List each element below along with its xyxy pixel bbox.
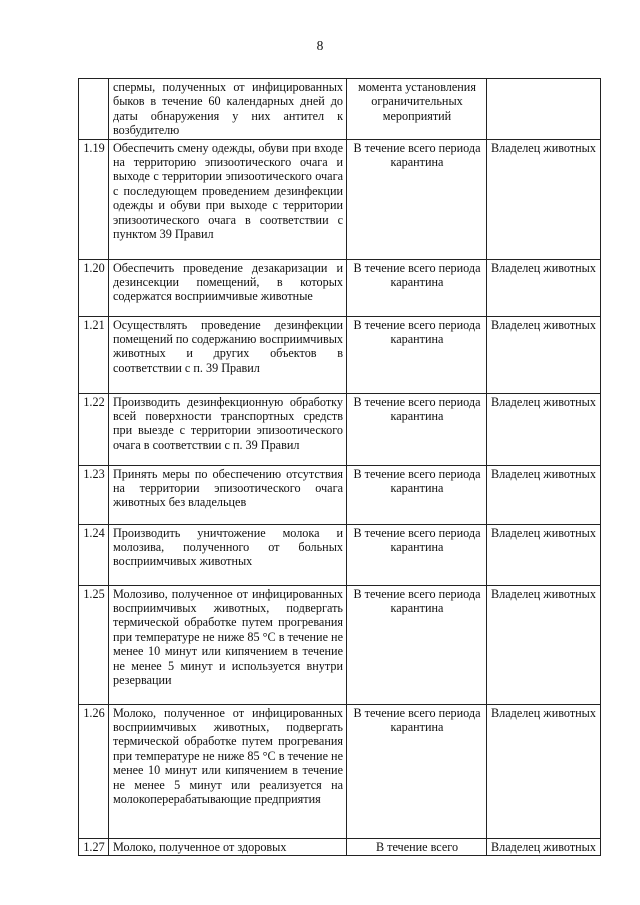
page-number: 8 bbox=[316, 38, 324, 53]
row-number: 1.26 bbox=[79, 704, 109, 838]
responsible-text: Владелец животных bbox=[487, 524, 601, 585]
term-text: В течение всего периода карантина bbox=[347, 139, 487, 259]
measure-text: Принять меры по обеспечению отсутствия на территории эпизоотического очага животных без владельцев bbox=[109, 465, 347, 524]
measure-text: Молоко, полученное от здоровых bbox=[109, 838, 347, 855]
table-row bbox=[79, 465, 601, 524]
measure-text: Обеспечить смену одежды, обуви при входе на территорию эпизоотического очага и выходе с территории эпизоотического очага с последующем проведением дезинфекции одежды и обуви при выходе с территории эпизоотического очага в соответствии с пунктом 39 Правил bbox=[109, 139, 347, 259]
measure-text: Производить уничтожение молока и молозива, полученного от больных восприимчивых животных bbox=[109, 524, 347, 585]
responsible-text: Владелец животных bbox=[487, 259, 601, 316]
responsible-text: Владелец животных bbox=[487, 585, 601, 704]
row-number bbox=[79, 79, 109, 140]
table-row bbox=[79, 79, 601, 140]
term-text: В течение всего периода карантина bbox=[347, 704, 487, 838]
row-number: 1.27 bbox=[79, 838, 109, 855]
term-text: В течение всего периода карантина bbox=[347, 585, 487, 704]
measure-text: Производить дезинфекционную обработку всей поверхности транспортных средств при выезде с территории эпизоотического очага в соответствии с п. 39 Правил bbox=[109, 393, 347, 465]
measure-text: Осуществлять проведение дезинфекции помещений по содержанию восприимчивых животных и других объектов в соответствии с п. 39 Правил bbox=[109, 316, 347, 393]
row-number: 1.23 bbox=[79, 465, 109, 524]
table-row bbox=[79, 704, 601, 838]
responsible-text: Владелец животных bbox=[487, 139, 601, 259]
row-number: 1.24 bbox=[79, 524, 109, 585]
term-text: В течение всего периода карантина bbox=[347, 465, 487, 524]
responsible-text: Владелец животных bbox=[487, 316, 601, 393]
table-row bbox=[79, 524, 601, 585]
term-text: В течение всего bbox=[347, 838, 487, 855]
row-number: 1.25 bbox=[79, 585, 109, 704]
table-row bbox=[79, 393, 601, 465]
table-row bbox=[79, 259, 601, 316]
table-row bbox=[79, 316, 601, 393]
row-number: 1.22 bbox=[79, 393, 109, 465]
responsible-text: Владелец животных bbox=[487, 704, 601, 838]
term-text: момента установления ограничительных мероприятий bbox=[347, 79, 487, 140]
responsible-text bbox=[487, 79, 601, 140]
term-text: В течение всего периода карантина bbox=[347, 316, 487, 393]
term-text: В течение всего периода карантина bbox=[347, 393, 487, 465]
responsible-text: Владелец животных bbox=[487, 838, 601, 855]
responsible-text: Владелец животных bbox=[487, 465, 601, 524]
table-row bbox=[79, 139, 601, 259]
responsible-text: Владелец животных bbox=[487, 393, 601, 465]
row-number: 1.20 bbox=[79, 259, 109, 316]
table-row bbox=[79, 585, 601, 704]
measure-text: Обеспечить проведение дезакаризации и дезинсекции помещений, в которых содержатся восприимчивые животные bbox=[109, 259, 347, 316]
term-text: В течение всего периода карантина bbox=[347, 524, 487, 585]
measure-text: Молозиво, полученное от инфицированных восприимчивых животных, подвергать термической обработке путем прогревания при температуре не ниже 85 °С в течение не менее 10 минут или кипячением в течение не менее 5 минут и используется внутри резервации bbox=[109, 585, 347, 704]
measures-table bbox=[78, 78, 601, 856]
row-number: 1.21 bbox=[79, 316, 109, 393]
measure-text: Молоко, полученное от инфицированных восприимчивых животных, подвергать термической обработке путем прогревания при температуре не ниже 85 °С в течение не менее 10 минут или кипячением в течение не менее 5 минут или реализуется на молокоперерабатывающие предприятия bbox=[109, 704, 347, 838]
term-text: В течение всего периода карантина bbox=[347, 259, 487, 316]
row-number: 1.19 bbox=[79, 139, 109, 259]
measure-text: спермы, полученных от инфицированных быков в течение 60 календарных дней до даты обнаружения у них антител к возбудителю bbox=[109, 79, 347, 140]
table-row bbox=[79, 838, 601, 855]
